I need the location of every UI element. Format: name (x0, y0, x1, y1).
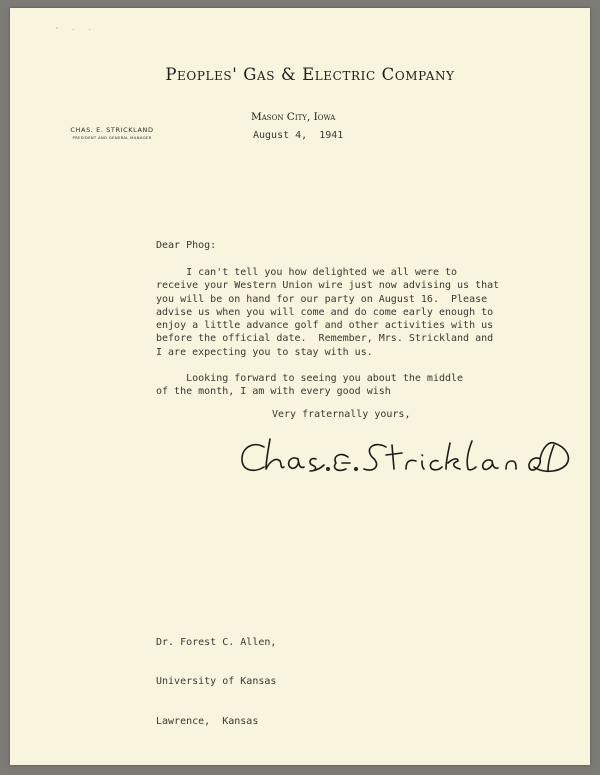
salutation: Dear Phog: (156, 240, 217, 251)
letter-page (10, 8, 590, 765)
letterhead-city: Mason City, Iowa (251, 111, 336, 123)
letter-body (156, 266, 499, 399)
signature (236, 433, 586, 483)
body-paragraph-2: Looking forward to seeing you about the middle of the month, I am with every good wish (156, 373, 464, 398)
letter-date: August 4, 1941 (253, 130, 344, 141)
body-paragraph-1: I can't tell you how delighted we all were to receive your Western Union wire just now advising us that you will be on hand for our party on August 16. Please advise us when you will come and do come early enough to enjoy a little advance golf and other activities with us before the official date. Remember, Mrs. Strickland and I are expecting you to stay with us. (156, 267, 500, 358)
recipient-address (156, 609, 276, 755)
officer-name: CHAS. E. STRICKLAND (70, 126, 154, 134)
corner-marks: ' · · (56, 26, 97, 34)
recipient-line-1: Dr. Forest C. Allen, (156, 636, 277, 648)
closing: Very fraternally yours, (272, 409, 411, 420)
recipient-line-3: Lawrence, Kansas (156, 716, 259, 728)
officer-block (52, 126, 172, 140)
officer-title: PRESIDENT AND GENERAL MANAGER (72, 135, 152, 140)
signature-text: Chas. E. Strickland (236, 481, 246, 482)
recipient-line-2: University of Kansas (156, 676, 277, 688)
company-name: Peoples' Gas & Electric Company (165, 65, 455, 84)
